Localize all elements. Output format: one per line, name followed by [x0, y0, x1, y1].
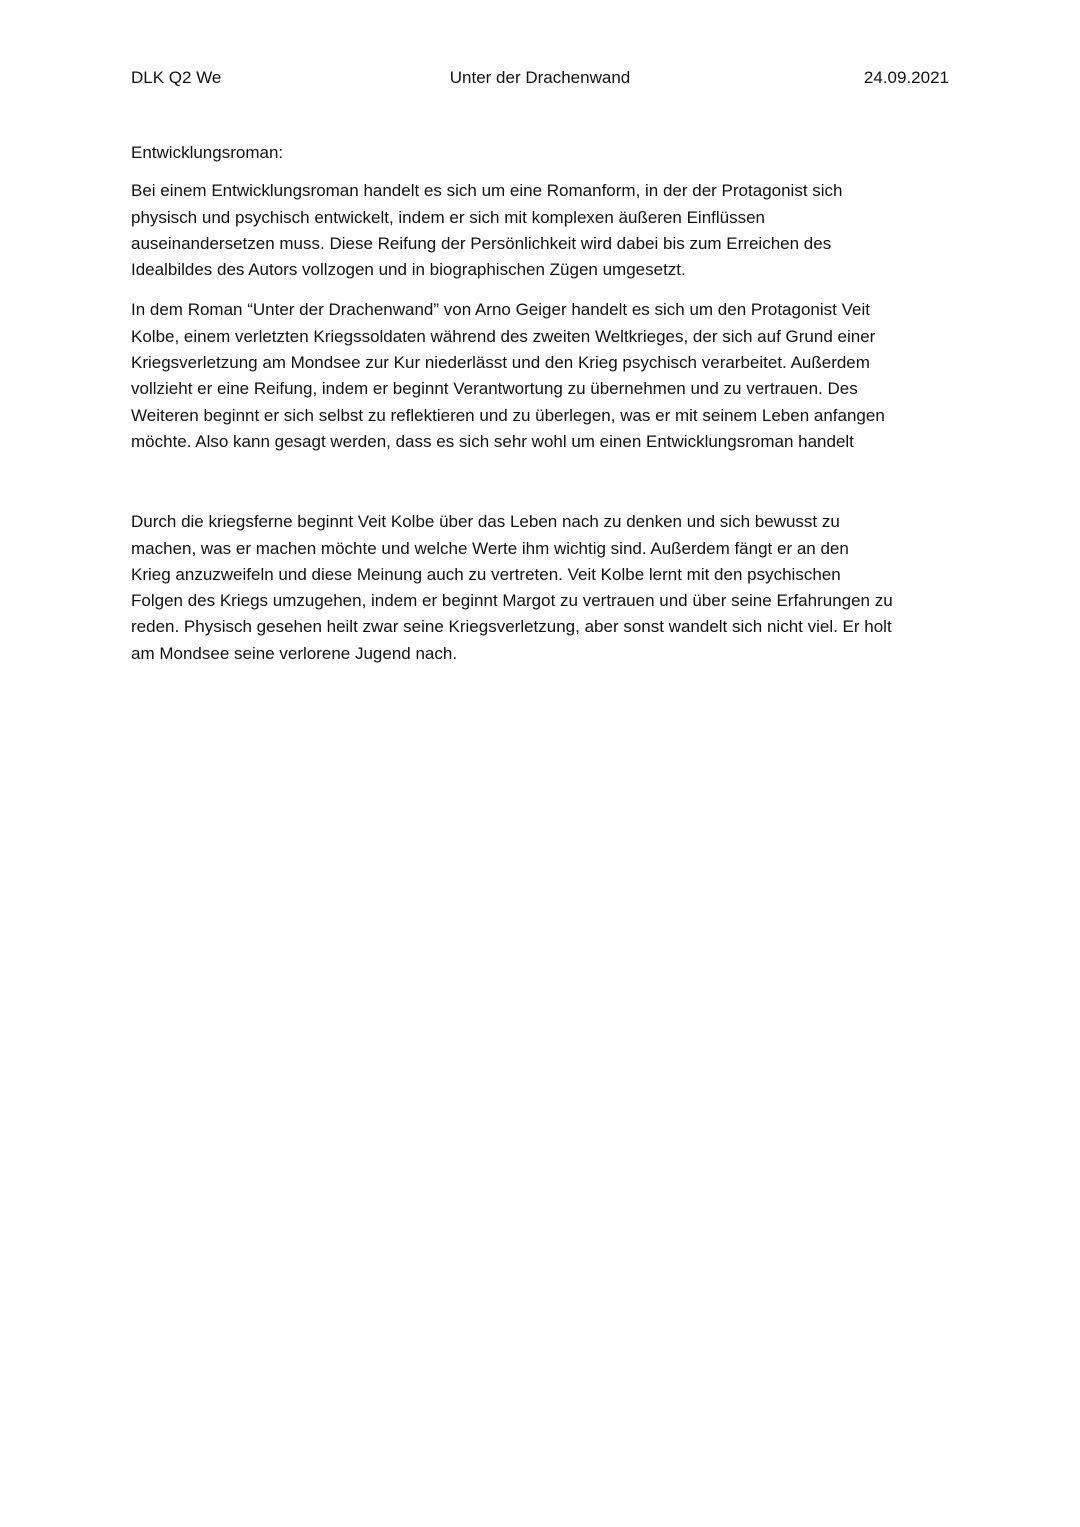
text-line: Folgen des Kriegs umzugehen, indem er beginnt Margot zu vertrauen und über seine Erfahrungen zu: [131, 591, 893, 611]
text-line: physisch und psychisch entwickelt, indem er sich mit komplexen äußeren Einflüssen: [131, 207, 766, 227]
text-line: möchte. Also kann gesagt werden, dass es sich sehr wohl um einen Entwicklungsroman handelt: [131, 431, 854, 451]
paragraph-definition: [131, 178, 949, 283]
text-line: machen, was er machen möchte und welche Werte ihm wichtig sind. Außerdem fängt er an den: [131, 538, 849, 558]
text-line: Kriegsverletzung am Mondsee zur Kur niederlässt und den Krieg psychisch verarbeitet. Außerdem: [131, 353, 870, 373]
text-line: In dem Roman “Unter der Drachenwand” von Arno Geiger handelt es sich um den Protagonist Veit: [131, 300, 870, 320]
page-header: [131, 66, 949, 90]
header-date: 24.09.2021: [863, 68, 949, 87]
text-line: reden. Physisch gesehen heilt zwar seine Kriegsverletzung, aber sonst wandelt sich nicht viel. Er holt: [131, 617, 892, 637]
text-line: auseinandersetzen muss. Diese Reifung der Persönlichkeit wird dabei bis zum Erreichen des: [131, 233, 832, 253]
paragraph-development: [131, 509, 949, 667]
text-line: Durch die kriegsferne beginnt Veit Kolbe über das Leben nach zu denken und sich bewusst zu: [131, 512, 840, 532]
paragraph-novel: [131, 297, 949, 455]
header-course: DLK Q2 We: [131, 68, 222, 87]
header-title: Unter der Drachenwand: [449, 68, 631, 87]
text-line: Krieg anzuzweifeln und diese Meinung auch zu vertreten. Veit Kolbe lernt mit den psychischen: [131, 564, 841, 584]
document-body: [131, 140, 949, 667]
section-heading: Entwicklungsroman:: [131, 143, 284, 162]
text-line: Weiteren beginnt er sich selbst zu reflektieren und zu überlegen, was er mit seinem Leben anfangen: [131, 405, 885, 425]
text-line: Kolbe, einem verletzten Kriegssoldaten während des zweiten Weltkrieges, der sich auf Grund einer: [131, 326, 876, 346]
text-line: vollzieht er eine Reifung, indem er beginnt Verantwortung zu übernehmen und zu vertrauen. Des: [131, 379, 858, 399]
text-line: Idealbildes des Autors vollzogen und in biographischen Zügen umgesetzt.: [131, 260, 686, 280]
text-line: am Mondsee seine verlorene Jugend nach.: [131, 643, 458, 663]
text-line: Bei einem Entwicklungsroman handelt es sich um eine Romanform, in der der Protagonist sich: [131, 181, 843, 201]
